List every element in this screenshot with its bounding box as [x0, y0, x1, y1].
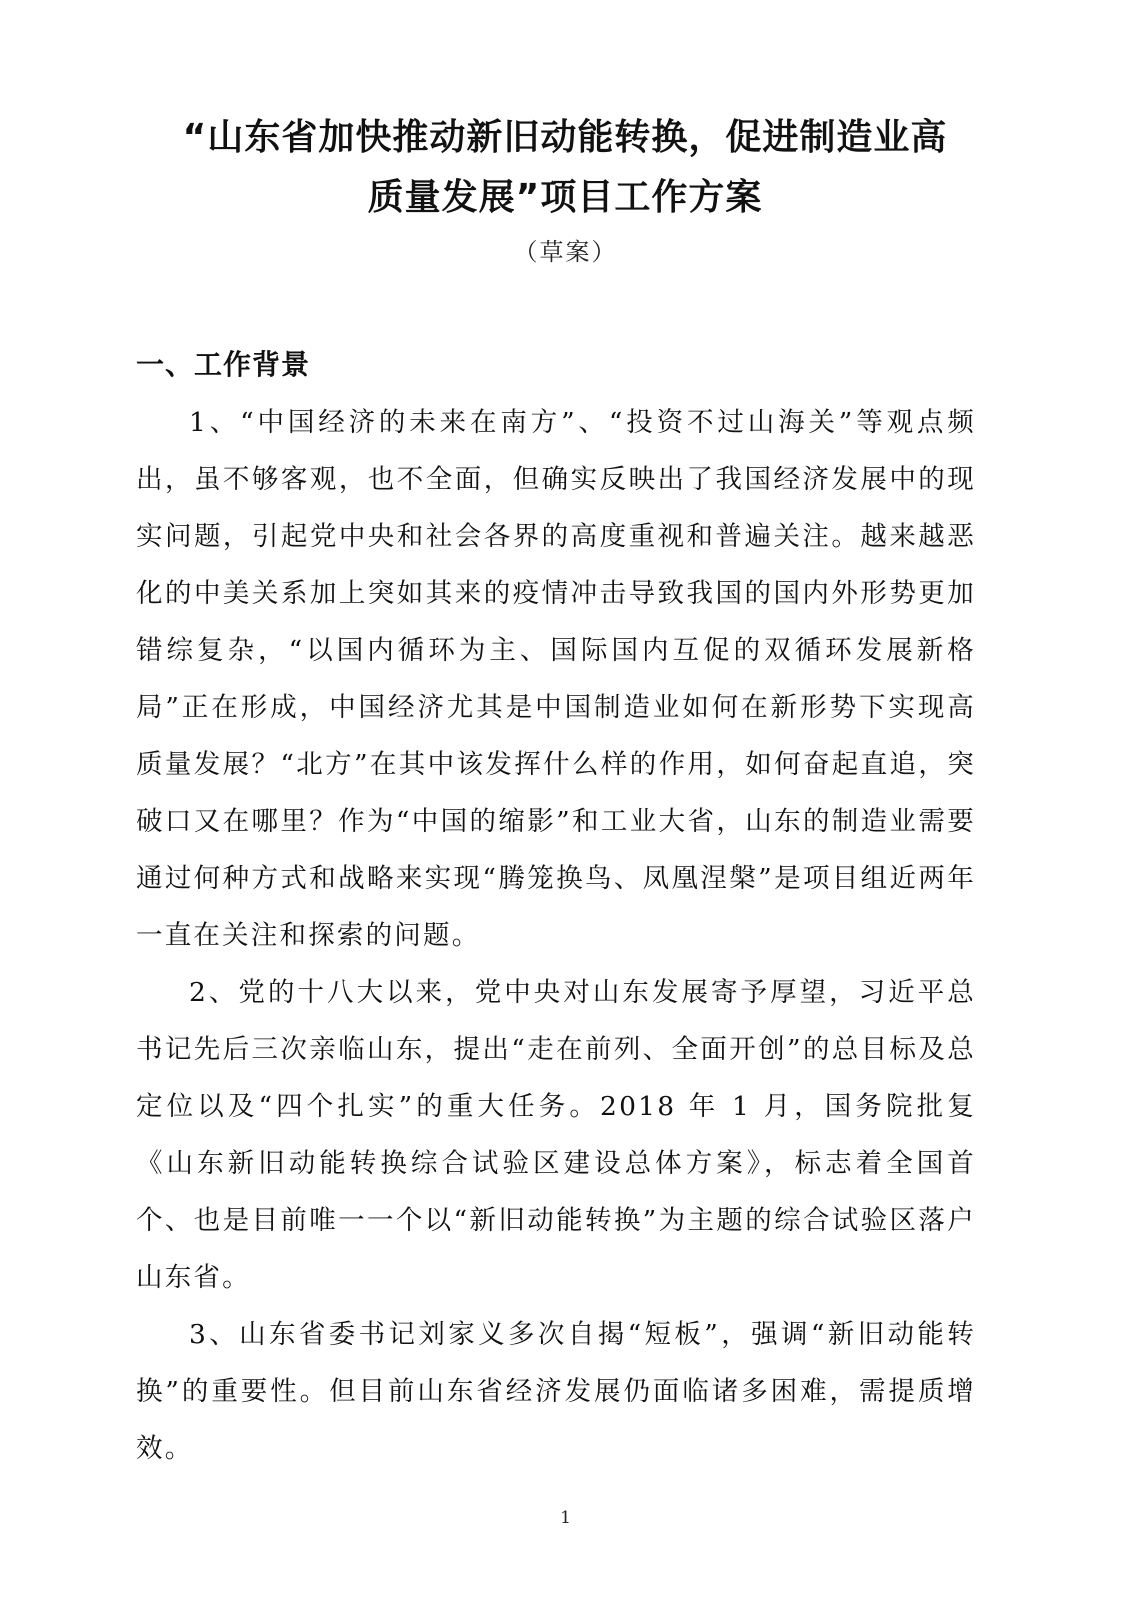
title-line-2: 质量发展”项目工作方案: [367, 177, 763, 218]
paragraph-2: 2、党的十八大以来，党中央对山东发展寄予厚望，习近平总书记先后三次亲临山东，提出“走在前列、全面开创”的总目标及总定位以及“四个扎实”的重大任务。2018 年 1 月，国务院批复《山东新旧动能转换综合试验区建设总体方案》，标志着全国首个、也是目前唯一一个以“新旧动能转换”为主题的综合试验区落户山东省。: [136, 977, 976, 1293]
section-heading: 一、工作背景: [136, 348, 311, 381]
paragraph-1: 1、“中国经济的未来在南方”、“投资不过山海关”等观点频出，虽不够客观，也不全面，但确实反映出了我国经济发展中的现实问题，引起党中央和社会各界的高度重视和普遍关注。越来越恶化的中美关系加上突如其来的疫情冲击导致我国的国内外形势更加错综复杂，“以国内循环为主、国际国内互促的双循环发展新格局”正在形成，中国经济尤其是中国制造业如何在新形势下实现高质量发展？“北方”在其中该发挥什么样的作用，如何奋起直追，突破口又在哪里？作为“中国的缩影”和工业大省，山东的制造业需要通过何种方式和战略来实现“腾笼换鸟、凤凰涅槃”是项目组近两年一直在关注和探索的问题。: [136, 407, 976, 951]
document-subtitle: （草案）: [513, 238, 618, 266]
page-number: 1: [560, 1508, 571, 1528]
document-title: [100, 108, 1030, 228]
paragraph-3: 3、山东省委书记刘家义多次自揭“短板”，强调“新旧动能转换”的重要性。但目前山东省经济发展仍面临诸多困难，需提质增效。: [136, 1319, 976, 1464]
document-body: [136, 394, 976, 1477]
title-line-1: “山东省加快推动新旧动能转换，促进制造业高: [182, 117, 948, 158]
